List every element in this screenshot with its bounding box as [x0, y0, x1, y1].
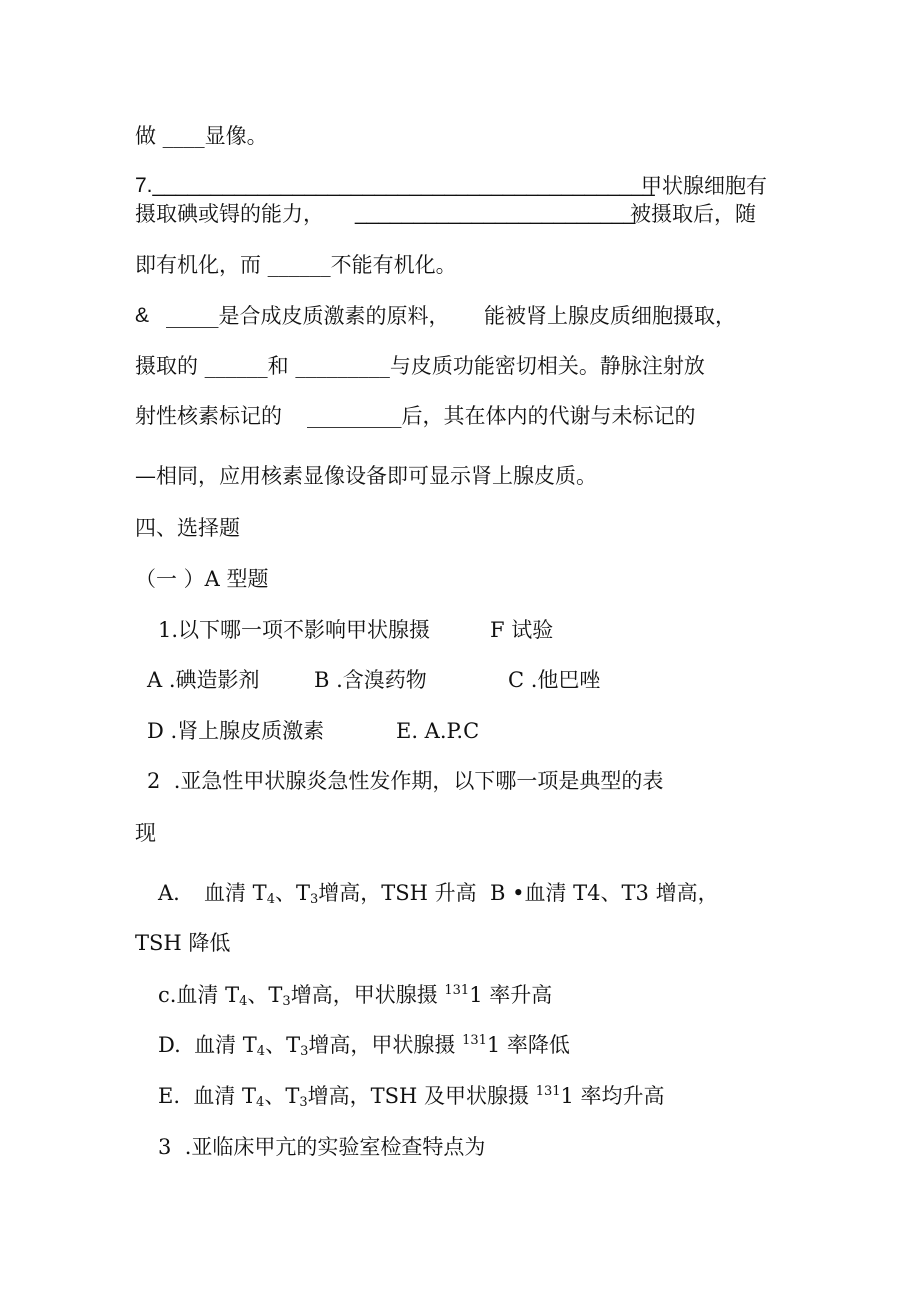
- text-line-display: —相同，应用核素显像设备即可显示肾上腺皮质。: [135, 464, 597, 488]
- question-1-option-e: E. A.P.C: [396, 719, 480, 743]
- question-2-option-ab: 血清 T4、T3增高，TSH 升高 B •血清 T4、T3 增高，: [204, 881, 719, 907]
- question-7-text: 甲状腺细胞有: [641, 174, 767, 198]
- question-2-option-e: E. 血清 T4、T3增高，TSH 及甲状腺摄 $^{131}$1 率均升高: [158, 1084, 665, 1110]
- question-8-number: &: [135, 304, 150, 327]
- text-line-imaging: 做 ____显像。: [135, 124, 268, 148]
- blank-uptake: ________________________: [355, 202, 636, 225]
- question-7-blank: 7.___________________________________________: [135, 174, 655, 197]
- subsection-heading: （一 ）A 型题: [135, 567, 269, 591]
- text-line-organification: 即有机化，而 ______不能有机化。: [135, 253, 457, 277]
- question-2-option-c: c.血清 T4、T3增高，甲状腺摄 $^{131}$1 率升高: [158, 983, 553, 1009]
- question-2-option-d: D. 血清 T4、T3增高，甲状腺摄 $^{131}$1 率降低: [158, 1033, 570, 1059]
- question-8-text-cont: 能被肾上腺皮质细胞摄取，: [484, 304, 736, 328]
- question-1-stem: 1.以下哪一项不影响甲状腺摄: [158, 618, 431, 642]
- text-line-labeled-cont: _________后，其在体内的代谢与未标记的: [307, 404, 696, 428]
- question-1-option-a: A .碘造影剂: [147, 668, 260, 692]
- question-8-text: _____是合成皮质激素的原料，: [166, 304, 450, 328]
- question-2-stem-cont: 现: [135, 821, 156, 845]
- question-1-option-c: C .他巴唑: [508, 668, 601, 692]
- question-2-option-a-label: A.: [158, 881, 180, 905]
- text-line-labeled: 射性核素标记的: [135, 404, 282, 428]
- section-heading: 四、选择题: [135, 516, 240, 540]
- question-1-option-d: D .肾上腺皮质激素: [147, 719, 325, 743]
- text-line-uptake-after: 被摄取后，随: [630, 202, 756, 226]
- question-1-stem-cont: F 试验: [490, 618, 554, 642]
- text-line-cortex: 摄取的 ______和 _________与皮质功能密切相关。静脉注射放: [135, 354, 705, 378]
- question-2-option-b-cont: TSH 降低: [135, 931, 231, 955]
- question-1-option-b: B .含溴药物: [314, 668, 427, 692]
- question-3-stem: 3 .亚临床甲亢的实验室检查特点为: [158, 1135, 486, 1159]
- question-2-stem: 2 .亚急性甲状腺炎急性发作期，以下哪一项是典型的表: [147, 769, 664, 793]
- text-line-uptake: 摄取碘或锝的能力，: [135, 202, 324, 226]
